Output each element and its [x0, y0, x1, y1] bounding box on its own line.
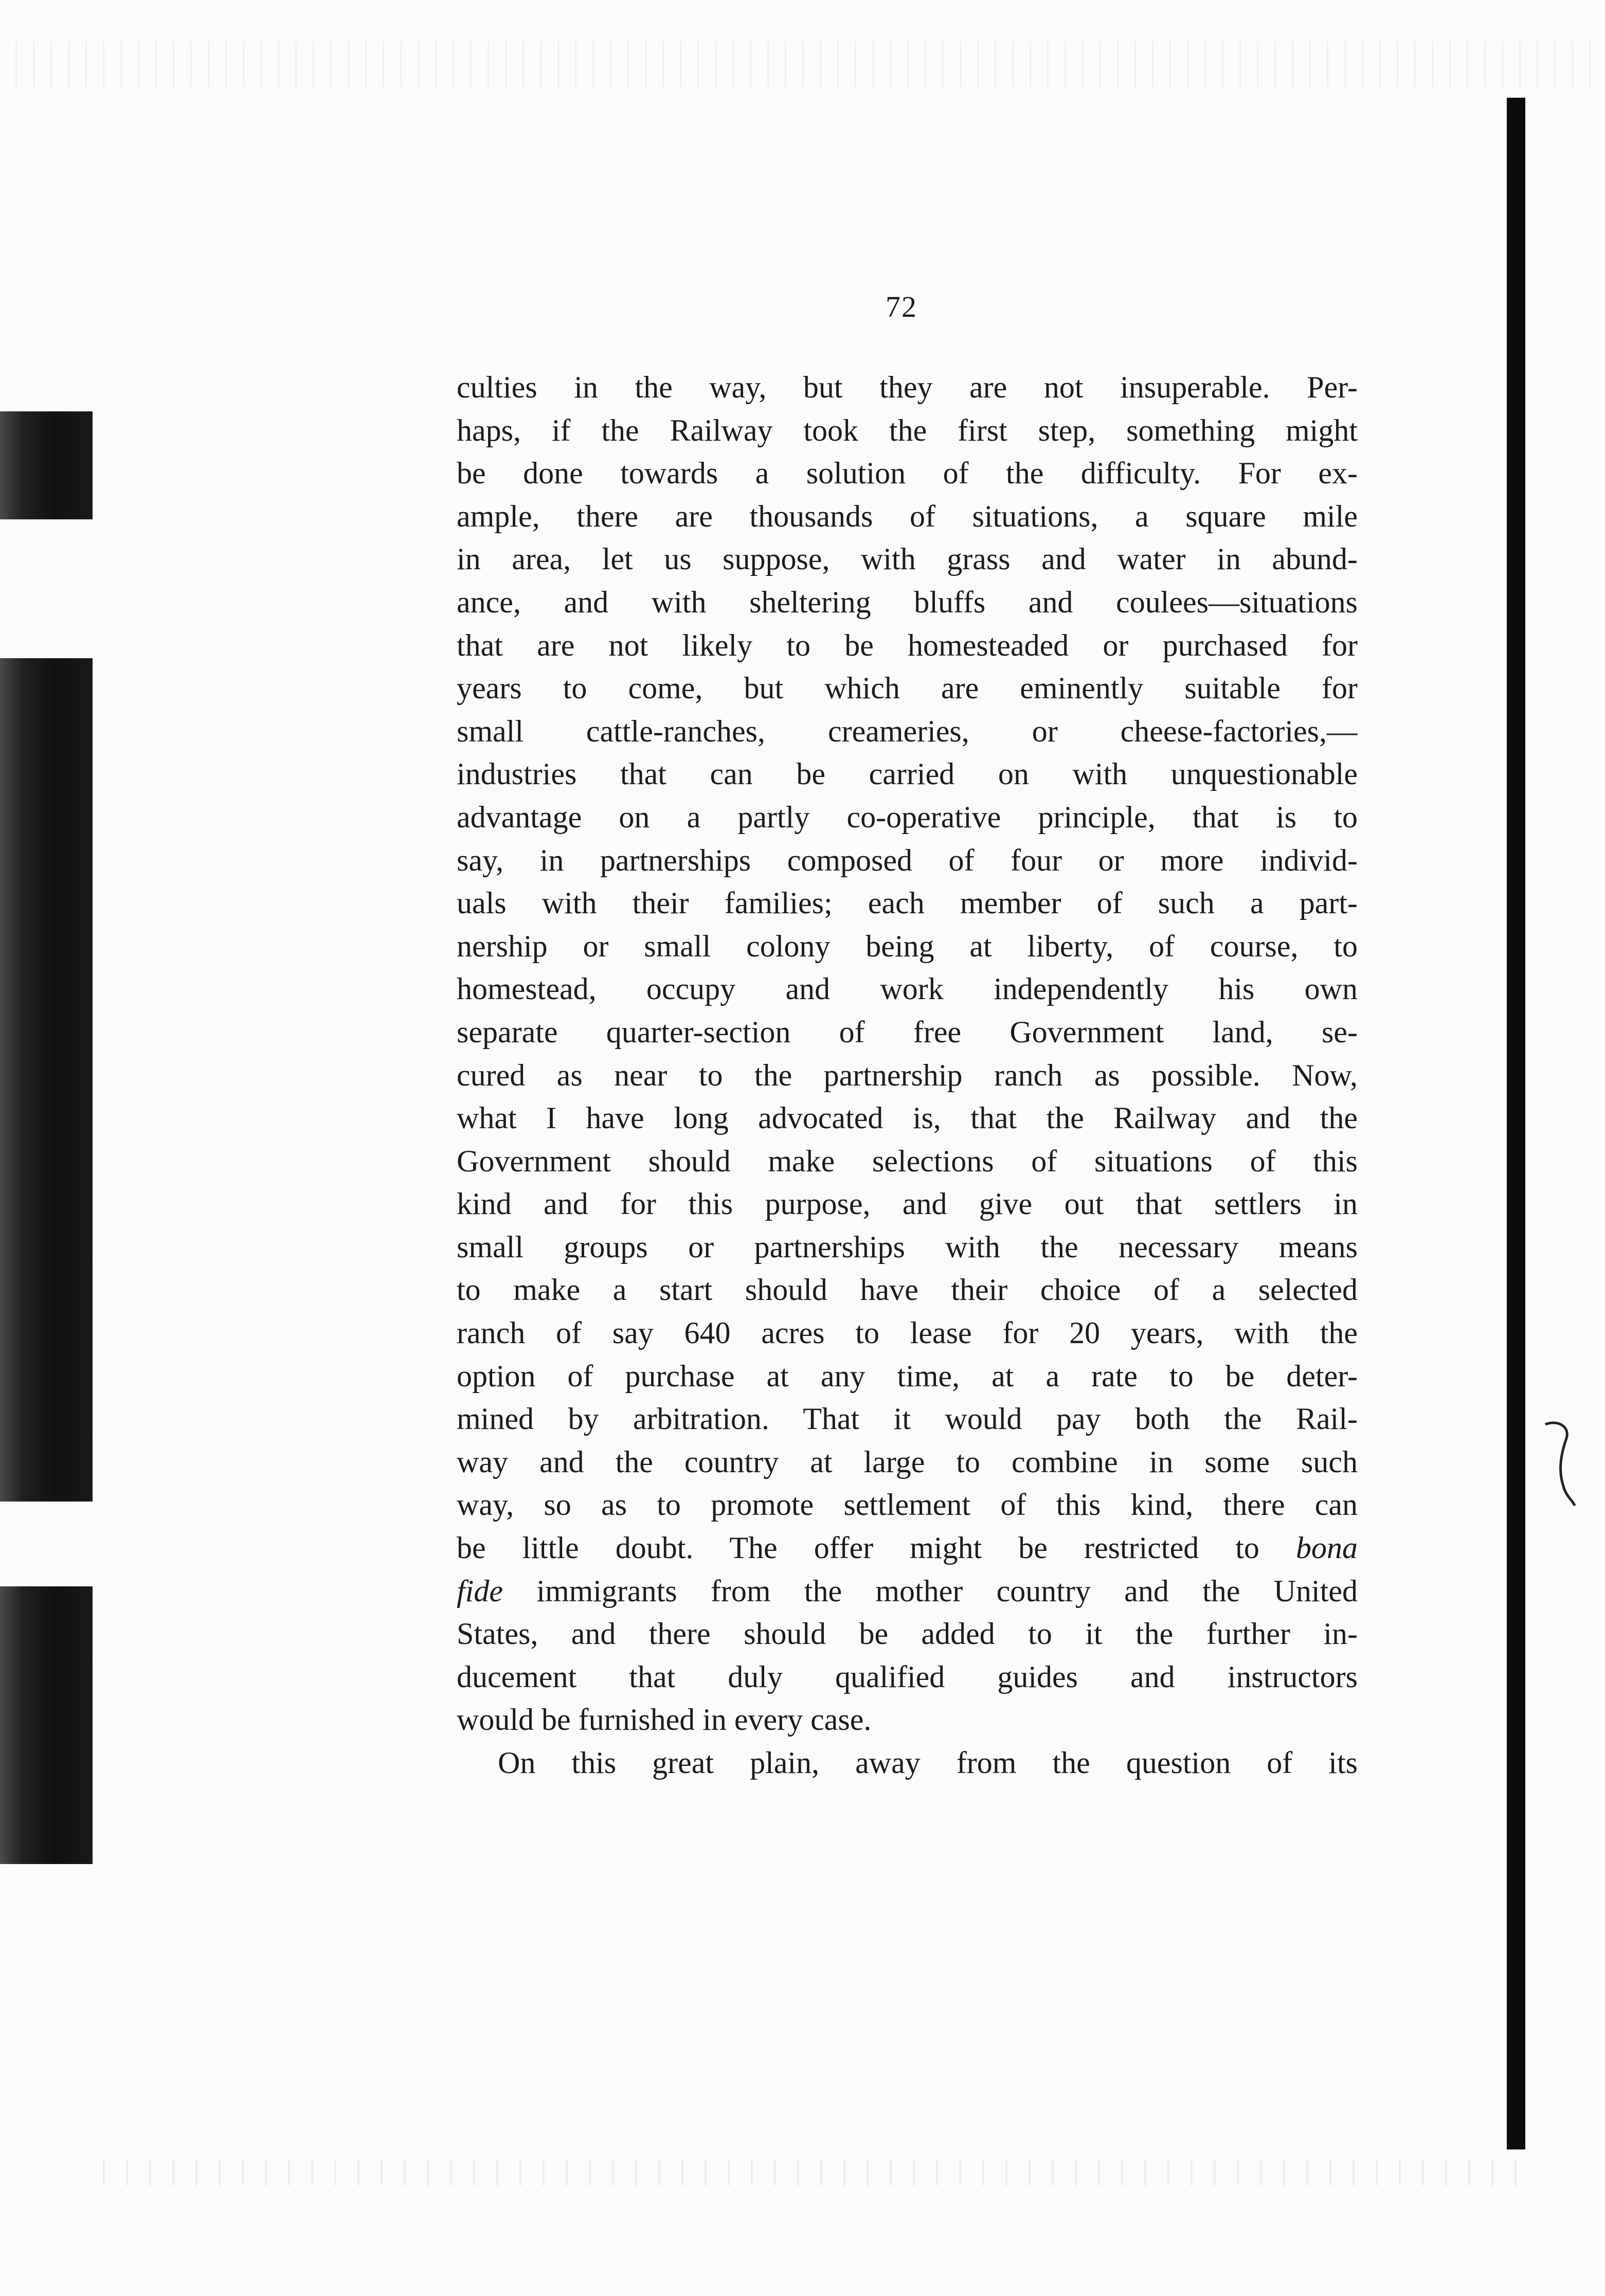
body-text: [457, 366, 1358, 1785]
text-line: be done towards a solution of the difficulty. For ex-: [457, 456, 1358, 491]
paragraph-start-line: On this great plain, away from the question of its: [498, 1746, 1358, 1780]
text-line: separate quarter-section of free Government land, se-: [457, 1015, 1358, 1049]
text-line: say, in partnerships composed of four or more individ-: [457, 843, 1358, 877]
text-line: industries that can be carried on with unquestionable: [457, 757, 1358, 791]
text-line: small cattle-ranches, creameries, or cheese-factories,—: [457, 714, 1358, 748]
paragraph-end-line: would be furnished in every case.: [457, 1703, 872, 1737]
text-line: mined by arbitration. That it would pay both the Rail-: [457, 1402, 1358, 1436]
text-line: kind and for this purpose, and give out that settlers in: [457, 1187, 1358, 1221]
text-line: way and the country at large to combine in some such: [457, 1444, 1358, 1479]
text-line: homestead, occupy and work independently his own: [457, 972, 1358, 1006]
text-line: to make a start should have their choice of a selected: [457, 1273, 1358, 1307]
text-line-segment: be little doubt. The offer might be restricted to: [457, 1531, 1259, 1565]
scan-edge-shadow-left: [0, 1586, 93, 1864]
text-line: years to come, but which are eminently suitable for: [457, 671, 1358, 706]
text-line: culties in the way, but they are not insuperable. Per-: [457, 370, 1358, 404]
scan-edge-shadow-left: [0, 658, 93, 1502]
text-line: that are not likely to be homesteaded or purchased for: [457, 628, 1358, 662]
text-line: advantage on a partly co-operative principle, that is to: [457, 800, 1358, 834]
text-line: small groups or partnerships with the necessary means: [457, 1230, 1358, 1264]
text-line-with-italic: [457, 1570, 1358, 1613]
text-line: haps, if the Railway took the first step, something might: [457, 413, 1358, 447]
italic-word: bona: [1296, 1531, 1358, 1565]
text-line: States, and there should be added to it the further in-: [457, 1617, 1358, 1651]
text-line-segment: immigrants from the mother country and the United: [502, 1574, 1358, 1608]
italic-word: fide: [457, 1574, 503, 1608]
text-line: ducement that duly qualified guides and instructors: [457, 1659, 1358, 1694]
text-line: what I have long advocated is, that the Railway and the: [457, 1101, 1358, 1135]
page-number: 72: [886, 290, 917, 323]
scan-noise-bottom: [82, 2160, 1522, 2185]
text-line: cured as near to the partnership ranch as possible. Now,: [457, 1058, 1358, 1092]
text-line: ance, and with sheltering bluffs and coulees—situations: [457, 585, 1358, 619]
text-line: in area, let us suppose, with grass and water in abund-: [457, 542, 1358, 576]
text-line: ample, there are thousands of situations, a square mile: [457, 499, 1358, 533]
scan-noise-top: [0, 41, 1605, 87]
text-line: Government should make selections of situations of this: [457, 1144, 1358, 1178]
text-line: option of purchase at any time, at a rate to be deter-: [457, 1359, 1358, 1393]
stray-ink-mark: [1543, 1419, 1579, 1507]
text-line: nership or small colony being at liberty, of course, to: [457, 929, 1358, 963]
text-line: way, so as to promote settlement of this kind, there can: [457, 1488, 1358, 1522]
text-line-with-italic: [457, 1527, 1358, 1570]
text-line: uals with their families; each member of such a part-: [457, 886, 1358, 920]
text-line: ranch of say 640 acres to lease for 20 years, with the: [457, 1316, 1358, 1350]
scan-edge-shadow-left: [0, 411, 93, 519]
scan-edge-shadow-right: [1507, 98, 1525, 2149]
